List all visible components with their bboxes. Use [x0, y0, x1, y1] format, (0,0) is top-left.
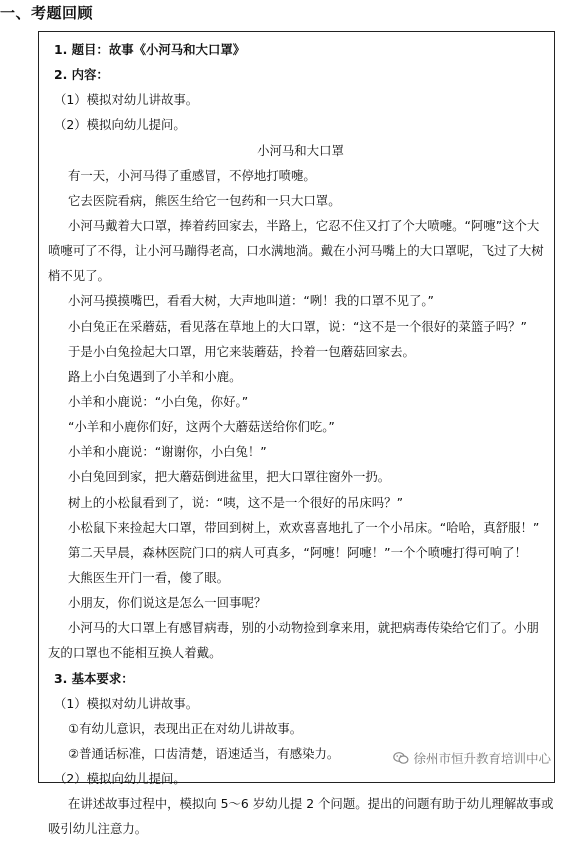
text-line: 路上小白兔遇到了小羊和小鹿。: [68, 368, 242, 384]
watermark-text: 徐州市恒升教育培训中心: [413, 751, 551, 766]
text-line: 树上的小松鼠看到了，说：“咦，这不是一个很好的吊床吗？”: [68, 494, 403, 510]
section-title: 一、考题回顾: [0, 4, 94, 22]
text-line: 吸引幼儿注意力。: [48, 821, 148, 837]
text-line: 1. 题目：故事《小河马和大口罩》: [54, 42, 246, 57]
text-line: 小河马摸摸嘴巴，看看大树，大声地叫道：“咧！我的口罩不见了。”: [68, 293, 434, 309]
text-line: 3. 基本要求：: [54, 670, 134, 686]
text-line: 梢不见了。: [48, 268, 110, 284]
text-line: ②普通话标准，口齿清楚，语速适当，有感染力。: [68, 745, 340, 761]
text-line: 第二天早晨，森林医院门口的病人可真多，“阿嚏！阿嚏！”一个个喷嚏打得可响了！: [68, 544, 527, 560]
text-line: 小白兔正在采蘑菇，看见落在草地上的大口罩，说：“这不是一个很好的菜篮子吗？”: [68, 318, 527, 334]
text-line: （2）模拟向幼儿提问。: [54, 771, 186, 787]
text-line: 小河马戴着大口罩，捧着药回家去，半路上，它忍不住又打了个大喷嚏。“阿嚏”这个大: [68, 217, 540, 233]
text-line: 它去医院看病，熊医生给它一包药和一只大口罩。: [68, 192, 341, 208]
text-line: “小羊和小鹿你们好，这两个大蘑菇送给你们吃。”: [68, 419, 335, 435]
question-content: [48, 37, 553, 842]
text-line: 喷嚏可了不得，让小河马蹦得老高，口水满地淌。戴在小河马嘴上的大口罩呢，飞过了大树: [48, 243, 544, 259]
text-line: （2）模拟向幼儿提问。: [54, 117, 186, 133]
text-line: 小朋友，你们说这是怎么一回事呢？: [68, 595, 267, 611]
wechat-icon: [393, 751, 409, 765]
text-line: 小河马的大口罩上有感冒病毒，别的小动物捡到拿来用，就把病毒传染给它们了。小朋: [68, 620, 539, 636]
text-line: 大熊医生开门一看，傻了眼。: [68, 569, 230, 585]
text-line: 于是小白兔捡起大口罩，用它来装蘑菇，拎着一包蘑菇回家去。: [68, 343, 415, 359]
text-line: 小松鼠下来捡起大口罩，带回到树上，欢欢喜喜地扎了一个小吊床。“哈哈，真舒服！”: [68, 519, 540, 535]
text-line: ①有幼儿意识，表现出正在对幼儿讲故事。: [68, 720, 303, 736]
text-line: 在讲述故事过程中，模拟向 5～6 岁幼儿提 2 个问题。提出的问题有助于幼儿理解故事或: [68, 796, 553, 812]
text-line: 小河马和大口罩: [257, 142, 344, 158]
text-line: （1）模拟对幼儿讲故事。: [54, 695, 199, 711]
watermark: [393, 749, 551, 767]
text-line: 小羊和小鹿说：“小白兔，你好。”: [68, 393, 249, 409]
text-line: （1）模拟对幼儿讲故事。: [54, 92, 199, 108]
text-line: 小白兔回到家，把大蘑菇倒进盆里，把大口罩往窗外一扔。: [68, 469, 391, 485]
text-line: 友的口罩也不能相互换人着戴。: [48, 645, 222, 661]
text-line: 2. 内容：: [54, 67, 109, 83]
text-line: 有一天，小河马得了重感冒，不停地打喷嚏。: [68, 167, 316, 183]
text-line: 小羊和小鹿说：“谢谢你，小白兔！”: [68, 444, 267, 460]
